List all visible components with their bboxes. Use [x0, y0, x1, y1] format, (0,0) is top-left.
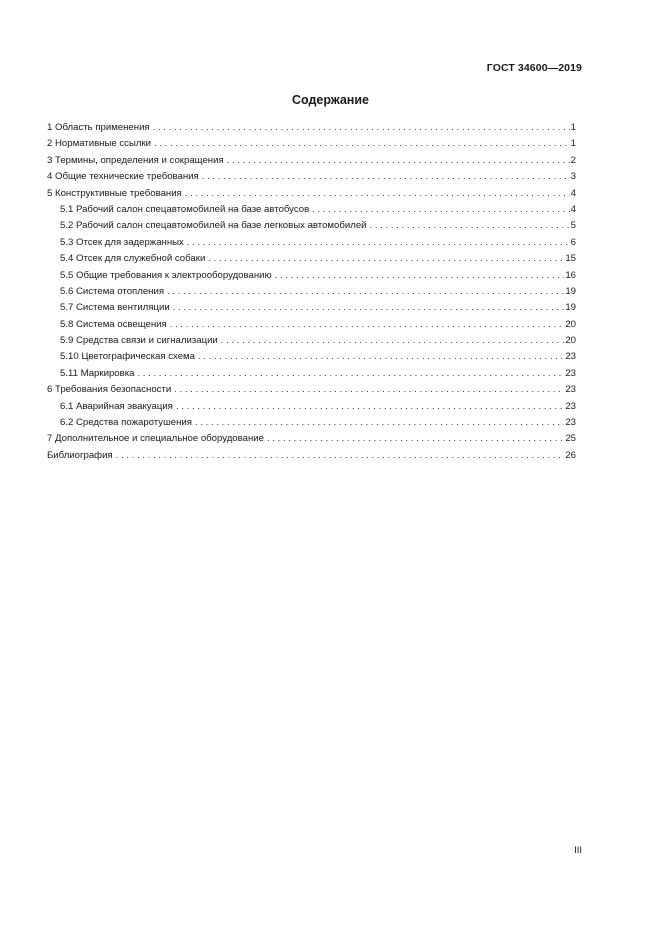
toc-entry-label: 5.11 Маркировка: [60, 367, 135, 379]
toc-entry-page: 3: [570, 171, 576, 183]
toc-leader-dots: [116, 448, 565, 464]
toc-leader-dots: [167, 284, 564, 300]
toc-entry-page: 2: [570, 154, 576, 166]
toc-entry[interactable]: [47, 169, 576, 185]
toc-leader-dots: [198, 349, 564, 365]
toc-entry-page: 23: [565, 417, 576, 429]
toc-leader-dots: [173, 300, 565, 316]
toc-entry[interactable]: [47, 349, 576, 365]
toc-leader-dots: [174, 382, 564, 398]
toc-entry[interactable]: [47, 284, 576, 300]
toc-entry[interactable]: [47, 153, 576, 169]
toc-entry-label: 5.9 Средства связи и сигнализации: [60, 335, 218, 347]
toc-entry[interactable]: [47, 448, 576, 464]
toc-leader-dots: [267, 431, 564, 447]
toc-entry[interactable]: [47, 120, 576, 136]
toc-entry-label: 6 Требования безопасности: [47, 384, 172, 396]
toc-entry[interactable]: [47, 415, 576, 431]
toc-entry-label: 1 Область применения: [47, 122, 150, 133]
toc-entry-label: 5.2 Рабочий салон спецавтомобилей на базе легковых автомобилей: [60, 220, 367, 232]
toc-leader-dots: [185, 186, 570, 202]
toc-entry-page: 4: [570, 203, 576, 215]
toc-entry-label: 5.7 Система вентиляции: [60, 302, 170, 314]
toc-entry-page: 20: [565, 318, 576, 330]
toc-entry[interactable]: [47, 268, 576, 284]
toc-entry-label: 5.10 Цветографическая схема: [60, 351, 195, 363]
toc-entry[interactable]: [47, 186, 576, 202]
toc-entry[interactable]: [47, 235, 576, 251]
toc-entry-label: Библиография: [47, 449, 113, 461]
toc-leader-dots: [187, 235, 570, 251]
toc-entry[interactable]: [47, 251, 576, 267]
toc-entry-label: 4 Общие технические требования: [47, 171, 199, 183]
toc-leader-dots: [170, 317, 565, 333]
toc-entry-label: 5.5 Общие требования к электрооборудованию: [60, 269, 272, 281]
toc-entry[interactable]: [47, 300, 576, 316]
table-of-contents: [47, 120, 576, 464]
toc-leader-dots: [275, 268, 565, 284]
toc-entry-label: 2 Нормативные ссылки: [47, 138, 152, 150]
toc-leader-dots: [153, 120, 570, 136]
toc-leader-dots: [208, 251, 564, 267]
toc-leader-dots: [221, 333, 565, 349]
toc-entry-page: 1: [570, 122, 576, 133]
toc-leader-dots: [370, 218, 570, 234]
toc-entry[interactable]: [47, 333, 576, 349]
toc-leader-dots: [176, 399, 564, 415]
toc-leader-dots: [154, 136, 570, 152]
toc-leader-dots: [202, 169, 570, 185]
toc-entry[interactable]: [47, 382, 576, 398]
toc-entry-page: 1: [570, 138, 576, 150]
toc-entry-page: 5: [570, 220, 576, 232]
toc-entry-label: 5.3 Отсек для задержанных: [60, 236, 184, 248]
toc-leader-dots: [137, 366, 564, 382]
toc-entry-page: 15: [565, 253, 576, 265]
toc-entry-page: 6: [570, 236, 576, 248]
toc-entry-label: 6.1 Аварийная эвакуация: [60, 400, 173, 412]
toc-leader-dots: [195, 415, 564, 431]
toc-entry-label: 6.2 Средства пожаротушения: [60, 417, 192, 429]
toc-entry[interactable]: [47, 317, 576, 333]
toc-entry-page: 20: [565, 335, 576, 347]
document-standard-number: ГОСТ 34600—2019: [486, 62, 582, 74]
toc-entry-page: 19: [565, 285, 576, 297]
toc-entry-label: 5.6 Система отопления: [60, 285, 165, 297]
toc-leader-dots: [227, 153, 570, 169]
toc-entry-label: 5.1 Рабочий салон спецавтомобилей на базе автобусов: [60, 203, 310, 215]
toc-entry-label: 5 Конструктивные требования: [47, 187, 182, 199]
toc-entry-label: 7 Дополнительное и специальное оборудование: [47, 433, 264, 445]
toc-entry[interactable]: [47, 366, 576, 382]
toc-leader-dots: [312, 202, 569, 218]
toc-entry[interactable]: [47, 136, 576, 152]
toc-entry-label: 5.4 Отсек для служебной собаки: [60, 253, 206, 265]
toc-entry-page: 25: [565, 433, 576, 445]
toc-entry-label: 3 Термины, определения и сокращения: [47, 154, 224, 166]
toc-entry[interactable]: [47, 431, 576, 447]
toc-entry[interactable]: [47, 218, 576, 234]
page-number: III: [574, 845, 582, 856]
toc-title: Содержание: [291, 93, 369, 107]
toc-entry-page: 23: [565, 384, 576, 396]
toc-entry-label: 5.8 Система освещения: [60, 318, 167, 330]
toc-entry-page: 23: [565, 367, 576, 379]
toc-entry-page: 16: [565, 269, 576, 281]
toc-entry-page: 19: [565, 302, 576, 314]
toc-entry-page: 23: [565, 400, 576, 412]
toc-entry[interactable]: [47, 399, 576, 415]
toc-entry-page: 4: [570, 187, 576, 199]
toc-entry-page: 23: [565, 351, 576, 363]
toc-entry-page: 26: [565, 449, 576, 461]
toc-entry[interactable]: [47, 202, 576, 218]
